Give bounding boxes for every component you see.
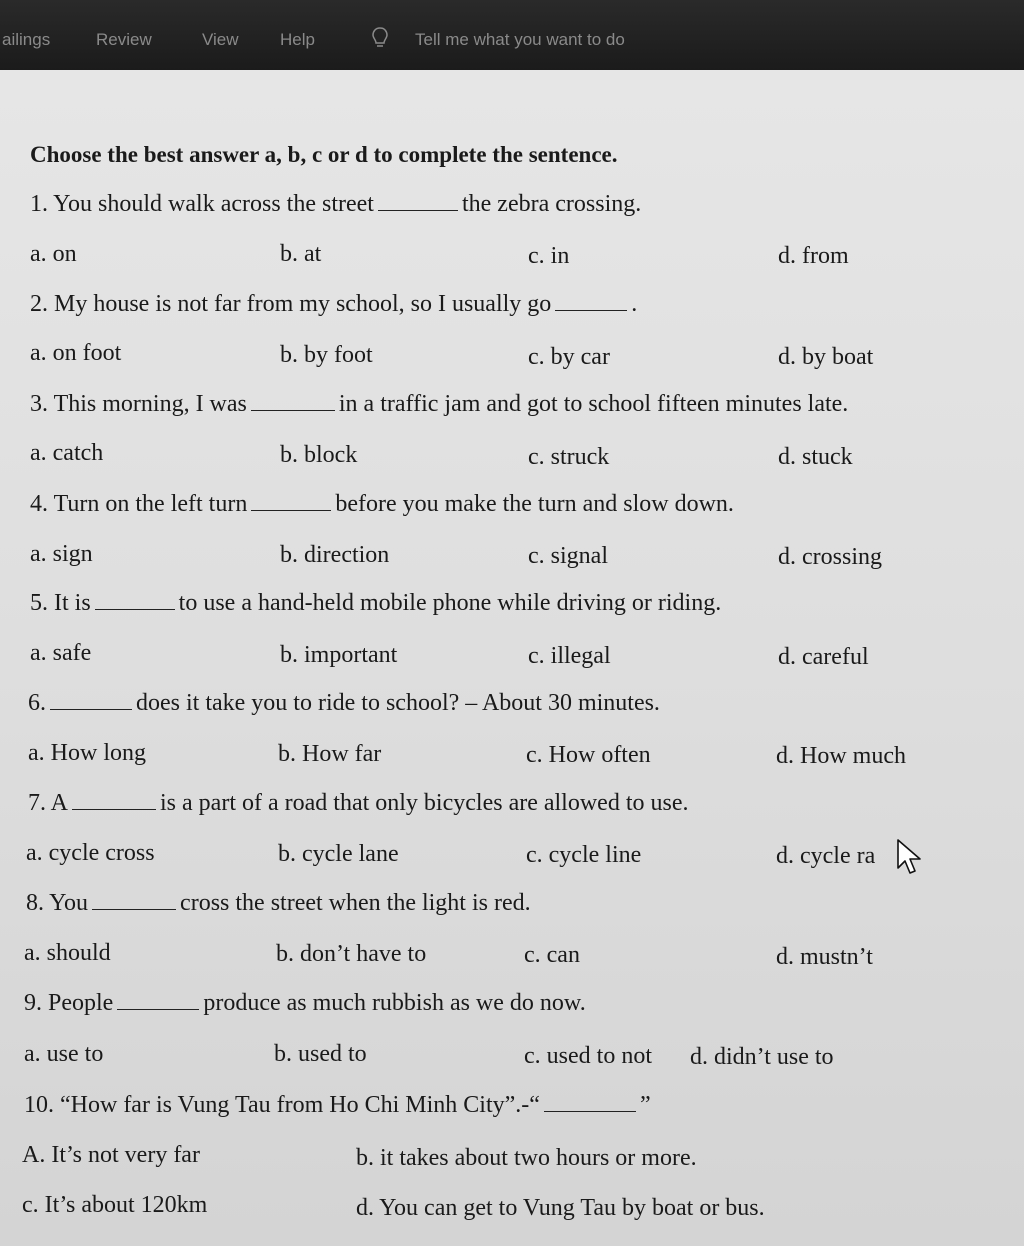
option-d: d. How much [776,743,906,769]
question-text: before you make the turn and slow down. [335,491,734,517]
option-b: b. direction [280,542,390,568]
question-5 [30,590,721,617]
word-ribbon [0,0,1024,70]
option-c: c. How often [526,742,651,768]
option-a: A. It’s not very far [22,1142,200,1168]
question-text: 7. A [28,790,69,816]
option-c: c. can [524,942,580,968]
question-text: 4. Turn on the left turn [30,491,248,517]
question-2 [30,291,637,318]
option-b: b. it takes about two hours or more. [356,1145,697,1171]
question-text: 1. You should walk across the street [30,191,374,217]
option-a: a. on foot [30,340,122,366]
option-c: c. signal [528,543,608,569]
option-d: d. didn’t use to [690,1044,834,1070]
question-8 [26,890,531,917]
option-a: a. cycle cross [26,840,155,866]
question-text: does it take you to ride to school? – About 30 minutes. [136,690,660,716]
question-text: produce as much rubbish as we do now. [203,990,586,1016]
question-10 [24,1092,651,1119]
option-b: b. cycle lane [278,841,399,867]
mouse-pointer-icon [896,838,922,876]
question-text: 10. “How far is Vung Tau from Ho Chi Minh City”.-“ [24,1092,540,1118]
question-3 [30,391,848,418]
option-b: b. don’t have to [276,941,427,967]
question-text: is a part of a road that only bicycles are allowed to use. [160,790,689,816]
question-text: 8. You [26,890,89,916]
option-c: c. struck [528,444,610,470]
tell-me-search[interactable]: Tell me what you want to do [415,30,625,49]
question-7 [28,790,689,817]
question-6 [28,690,660,717]
option-d: d. You can get to Vung Tau by boat or bus. [356,1195,765,1221]
option-b: b. used to [274,1041,367,1067]
document-page [0,70,1024,1246]
tab-view[interactable]: View [202,30,239,49]
question-1 [30,191,641,218]
tab-review[interactable]: Review [96,30,152,49]
question-text: 2. My house is not far from my school, so I usually go [30,291,552,317]
question-text: 3. This morning, I was [30,391,247,417]
option-d: d. by boat [778,344,874,370]
option-a: a. sign [30,541,93,567]
option-c: c. used to not [524,1043,652,1069]
option-b: b. important [280,642,398,668]
question-text: . [631,291,638,317]
option-a: a. How long [28,740,146,766]
question-text: in a traffic jam and got to school fifteen minutes late. [338,391,849,417]
option-b: b. block [280,442,358,468]
instruction-heading: Choose the best answer a, b, c or d to complete the sentence. [30,142,618,167]
tab-mailings[interactable]: ailings [2,30,51,49]
lightbulb-icon [370,26,390,50]
option-b: b. How far [278,741,382,767]
question-text: the zebra crossing. [461,191,642,217]
option-c: c. cycle line [526,842,642,868]
question-text: 9. People [24,990,114,1016]
question-text: ” [639,1092,651,1118]
option-d: d. careful [778,644,869,670]
option-c: c. in [528,243,570,269]
option-b: b. at [280,241,322,267]
option-a: a. catch [30,440,104,466]
option-d: d. crossing [778,544,882,570]
option-a: a. should [24,940,111,966]
option-d: d. cycle ra [776,843,876,869]
option-c: c. It’s about 120km [22,1192,208,1218]
question-9 [24,990,586,1017]
question-text: 6. [28,690,46,716]
option-a: a. safe [30,640,92,666]
option-b: b. by foot [280,342,373,368]
tab-help[interactable]: Help [280,30,315,49]
option-d: d. mustn’t [776,944,873,970]
option-a: a. use to [24,1041,104,1067]
question-text: cross the street when the light is red. [180,890,531,916]
option-d: d. from [778,243,849,269]
option-d: d. stuck [778,444,853,470]
option-a: a. on [30,241,77,267]
question-text: 5. It is [30,590,91,616]
question-text: to use a hand-held mobile phone while driving or riding. [178,590,722,616]
option-c: c. illegal [528,643,611,669]
question-4 [30,491,734,518]
option-c: c. by car [528,344,610,370]
